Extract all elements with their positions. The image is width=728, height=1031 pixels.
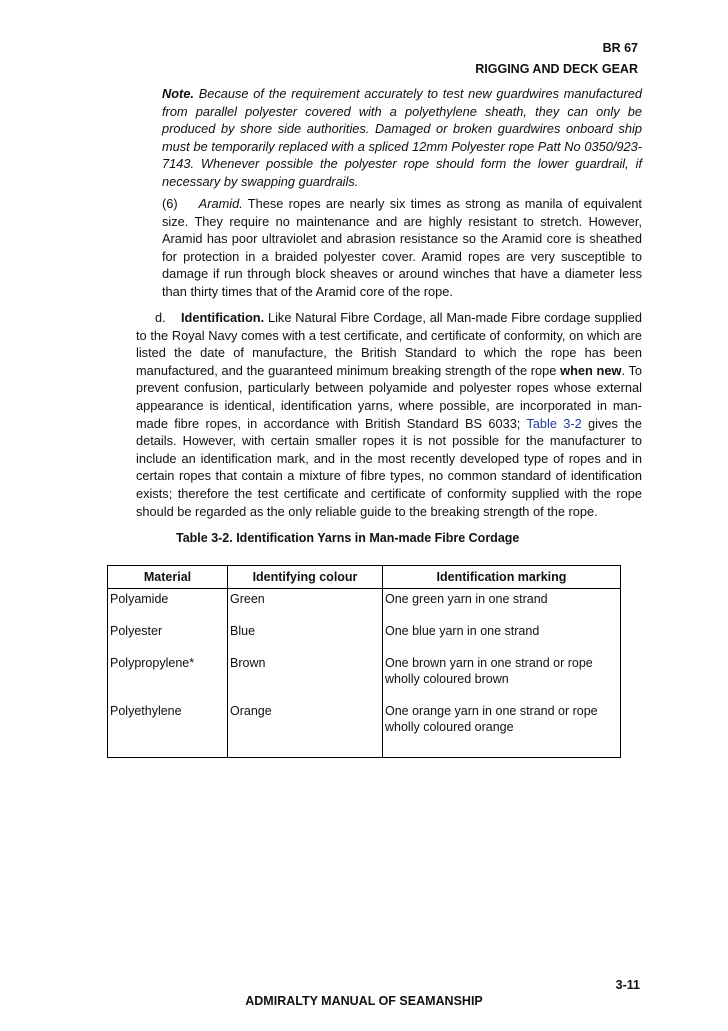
identification-paragraph [136, 309, 642, 520]
header-identification-marking: Identification marking [383, 566, 621, 589]
identification-text-1: Like Natural Fibre Cordage, all Man-made Fibre cordage supplied to the Royal Navy comes with a test certificate, and certificate of conformity, on which are listed the date of manufacture, the British Standard to which the rope has been manufactured, and the guaranteed minimum breaking strength of the rope [136, 310, 642, 378]
table-row [108, 621, 621, 653]
identification-text-2: . To prevent confusion, particularly between polyamide and polyester ropes whose external appearance is identical, identification yarns, where possible, are incorporated in man-made fibre ropes, in accordance with British Standard BS 6033; [136, 362, 642, 431]
footer-title: ADMIRALTY MANUAL OF SEAMANSHIP [245, 994, 483, 1008]
table-3-2-link[interactable]: Table 3-2 [526, 415, 582, 431]
cell-material: Polyamide [108, 589, 228, 622]
aramid-heading: Aramid. [198, 196, 243, 211]
identification-yarns-table [107, 565, 621, 758]
cell-material: Polypropylene* [108, 653, 228, 701]
cell-material: Polyethylene [108, 701, 228, 758]
identification-text-3: gives the details. However, with certain smaller ropes it is not possible for the manufacturer to include an identification mark, and in the most recently developed type of ropes and in certain ropes that contain a mixture of fibre types, no common standard of identification exists; therefore the test certificate and certificate of conformity supplied with the rope should be regarded as the only reliable guide to the breaking strength of the rope. [136, 415, 642, 519]
aramid-paragraph [162, 195, 642, 301]
cell-marking: One green yarn in one strand [383, 589, 621, 622]
cell-colour: Blue [228, 621, 383, 653]
note-text: Because of the requirement accurately to test new guardwires manufactured from parallel polyester covered with a polyethylene sheath, they can only be produced by shore side authorities. Damaged or broken guardwires onboard ship must be temporarily replaced with a spliced 12mm Polyester rope Patt No 0350/923-7143. Whenever possible the polyester rope should form the lower guardrail, if necessary by swapping guardrails. [162, 86, 642, 189]
table-header-row [108, 566, 621, 589]
note-paragraph [162, 85, 642, 191]
cell-marking: One brown yarn in one strand or rope wholly coloured brown [383, 653, 621, 701]
header-identifying-colour: Identifying colour [228, 566, 383, 589]
aramid-text: These ropes are nearly six times as strong as manila of equivalent size. They require no maintenance and are highly resistant to stretch. However, Aramid has poor ultraviolet and abrasion resistance so the Aramid core is sheathed for protection in a braided polyester cover. Aramid ropes are very susceptible to damage if run through block sheaves or around winches that have a diameter less than thirty times that of the Aramid core of the rope. [162, 196, 642, 299]
cell-material: Polyester [108, 621, 228, 653]
identification-heading: Identification. [180, 310, 265, 325]
cell-colour: Orange [228, 701, 383, 758]
table-caption: Table 3-2. Identification Yarns in Man-made Fibre Cordage [176, 531, 520, 545]
cell-colour: Brown [228, 653, 383, 701]
aramid-number: (6) [162, 196, 178, 211]
page-number: 3-11 [615, 978, 640, 992]
header-material: Material [108, 566, 228, 589]
cell-marking: One blue yarn in one strand [383, 621, 621, 653]
identification-emphasis: when new [560, 362, 622, 378]
note-label: Note. [162, 86, 194, 101]
table-row [108, 589, 621, 622]
cell-marking: One orange yarn in one strand or rope wholly coloured orange [383, 701, 621, 758]
table-row [108, 701, 621, 758]
cell-colour: Green [228, 589, 383, 622]
chapter-title: RIGGING AND DECK GEAR [475, 62, 638, 76]
table-row [108, 653, 621, 701]
identification-letter: d. [155, 310, 166, 325]
document-code: BR 67 [602, 41, 638, 55]
